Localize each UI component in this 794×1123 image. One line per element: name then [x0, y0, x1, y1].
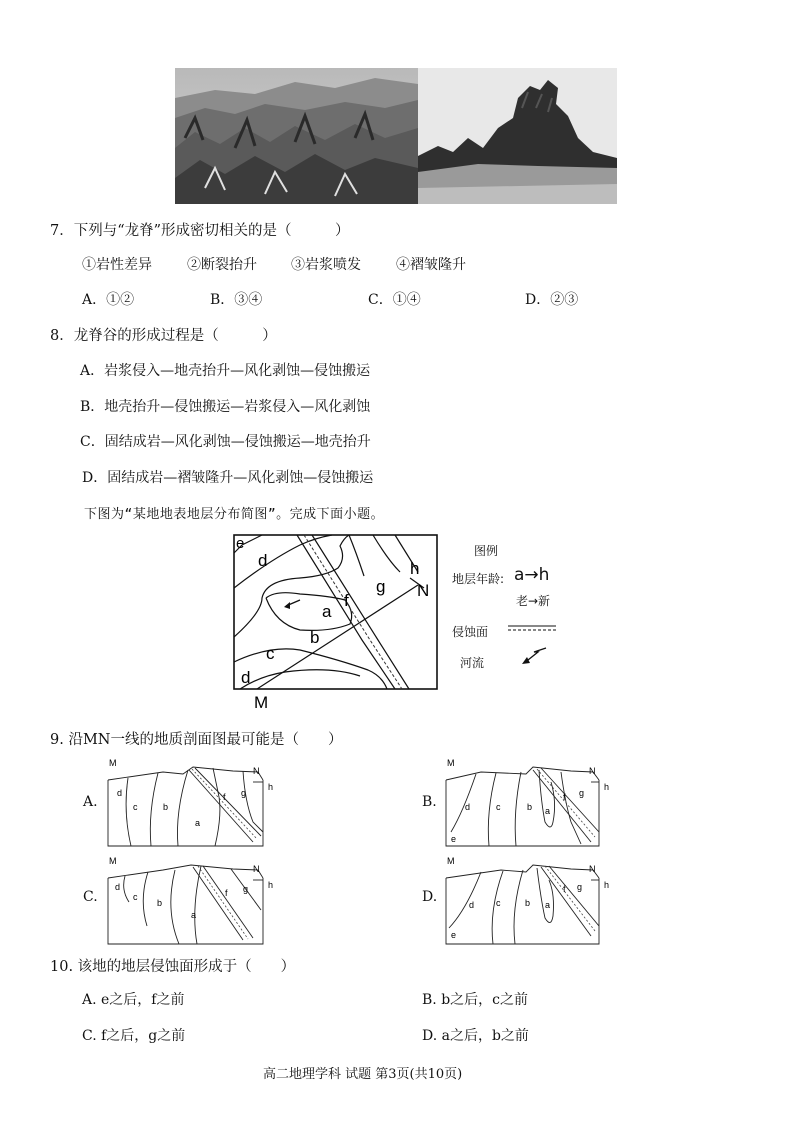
map-label-f: f	[344, 591, 349, 610]
legend-erosion: 侵蚀面	[452, 625, 489, 639]
svg-text:e: e	[451, 930, 457, 940]
photo-canyon	[175, 68, 418, 204]
map-label-n: N	[417, 581, 430, 600]
svg-text:M: M	[109, 856, 117, 866]
svg-text:d: d	[115, 882, 121, 892]
q10-stem: 10. 该地的地层侵蚀面形成于（ ）	[50, 959, 296, 975]
section-c[interactable]	[103, 850, 279, 946]
svg-text:a: a	[195, 818, 201, 828]
map-label-g: g	[376, 577, 386, 596]
svg-text:b: b	[525, 898, 531, 908]
q7-factor-4: ④褶皱隆升	[396, 257, 466, 273]
svg-text:M: M	[447, 758, 455, 768]
map-label-c: c	[266, 644, 275, 663]
legend-age: 地层年龄:	[452, 572, 505, 586]
section-a[interactable]	[103, 752, 279, 848]
q8-option-c[interactable]: C．固结成岩—风化剥蚀—侵蚀搬运—地壳抬升	[80, 434, 371, 450]
legend-river: 河流	[460, 656, 485, 670]
q9-option-d[interactable]: D.	[422, 889, 438, 905]
legend-age-sub: 老→新	[516, 594, 551, 608]
q7-factor-1: ①岩性差异	[82, 257, 152, 273]
svg-text:f: f	[563, 884, 566, 894]
svg-text:a: a	[191, 910, 197, 920]
q10-option-a[interactable]: A. e之后，f之前	[82, 992, 185, 1008]
section-d[interactable]	[441, 850, 617, 946]
q7-factor-2: ②断裂抬升	[187, 257, 257, 273]
svg-text:b: b	[163, 802, 169, 812]
q8-stem: 8．龙脊谷的形成过程是（ ）	[50, 328, 277, 344]
q9-stem: 9. 沿MN一线的地质剖面图最可能是（ ）	[50, 732, 343, 748]
map-label-e: e	[236, 535, 245, 552]
q8-option-b[interactable]: B．地壳抬升—侵蚀搬运—岩浆侵入—风化剥蚀	[80, 399, 371, 415]
svg-text:a: a	[545, 900, 551, 910]
section-b[interactable]	[441, 752, 617, 848]
svg-text:h: h	[604, 880, 610, 890]
q9-option-b[interactable]: B.	[422, 794, 437, 810]
geologic-map	[226, 530, 576, 712]
svg-text:h: h	[268, 782, 274, 792]
legend-age-value: a→h	[514, 565, 550, 585]
svg-text:N: N	[589, 864, 596, 874]
q7-factor-3: ③岩浆喷发	[291, 257, 361, 273]
svg-text:d: d	[117, 788, 123, 798]
svg-text:c: c	[133, 802, 138, 812]
map-intro: 下图为“某地地表地层分布简图”。完成下面小题。	[84, 507, 385, 522]
svg-text:M: M	[109, 758, 117, 768]
map-label-d-bottom: d	[241, 668, 251, 687]
svg-text:g: g	[243, 884, 249, 894]
svg-text:c: c	[496, 898, 501, 908]
q8-option-d[interactable]: D．固结成岩—褶皱隆升—风化剥蚀—侵蚀搬运	[82, 470, 374, 486]
svg-text:e: e	[451, 834, 457, 844]
svg-text:b: b	[527, 802, 533, 812]
q7-option-b[interactable]: B．③④	[210, 292, 263, 308]
svg-text:h: h	[604, 782, 610, 792]
svg-text:N: N	[589, 766, 596, 776]
svg-text:f: f	[223, 792, 226, 802]
map-label-h: h	[410, 559, 420, 578]
svg-text:M: M	[447, 856, 455, 866]
svg-text:d: d	[465, 802, 471, 812]
svg-text:d: d	[469, 900, 475, 910]
q8-option-a[interactable]: A．岩浆侵入—地壳抬升—风化剥蚀—侵蚀搬运	[80, 363, 371, 379]
svg-text:g: g	[579, 788, 585, 798]
svg-text:c: c	[496, 802, 501, 812]
q7-stem: 7．下列与“龙脊”形成密切相关的是（ ）	[50, 223, 350, 239]
map-label-m: M	[254, 693, 269, 712]
svg-text:b: b	[157, 898, 163, 908]
svg-text:c: c	[133, 892, 138, 902]
page-footer: 高二地理学科 试题 第3页(共10页)	[263, 1067, 463, 1082]
q9-option-c[interactable]: C.	[83, 889, 98, 905]
map-label-b: b	[310, 628, 320, 647]
map-label-a: a	[322, 602, 332, 621]
svg-text:f: f	[225, 888, 228, 898]
svg-text:g: g	[577, 882, 583, 892]
map-label-d-top: d	[258, 551, 268, 570]
q7-option-c[interactable]: C．①④	[368, 292, 421, 308]
svg-text:a: a	[545, 806, 551, 816]
q7-option-d[interactable]: D．②③	[525, 292, 579, 308]
q10-option-b[interactable]: B. b之后，c之前	[422, 992, 528, 1008]
q9-option-a[interactable]: A.	[83, 794, 98, 810]
svg-text:N: N	[253, 766, 260, 776]
legend-title: 图例	[474, 544, 499, 558]
river-icon	[528, 648, 546, 660]
svg-text:g: g	[241, 788, 247, 798]
q10-option-c[interactable]: C. f之后，g之前	[82, 1028, 186, 1044]
svg-text:N: N	[253, 864, 260, 874]
q7-option-a[interactable]: A．①②	[82, 292, 135, 308]
q10-option-d[interactable]: D. a之后，b之前	[422, 1028, 529, 1044]
photo-rock-spire	[418, 68, 617, 204]
svg-text:f: f	[563, 792, 566, 802]
svg-text:h: h	[268, 880, 274, 890]
